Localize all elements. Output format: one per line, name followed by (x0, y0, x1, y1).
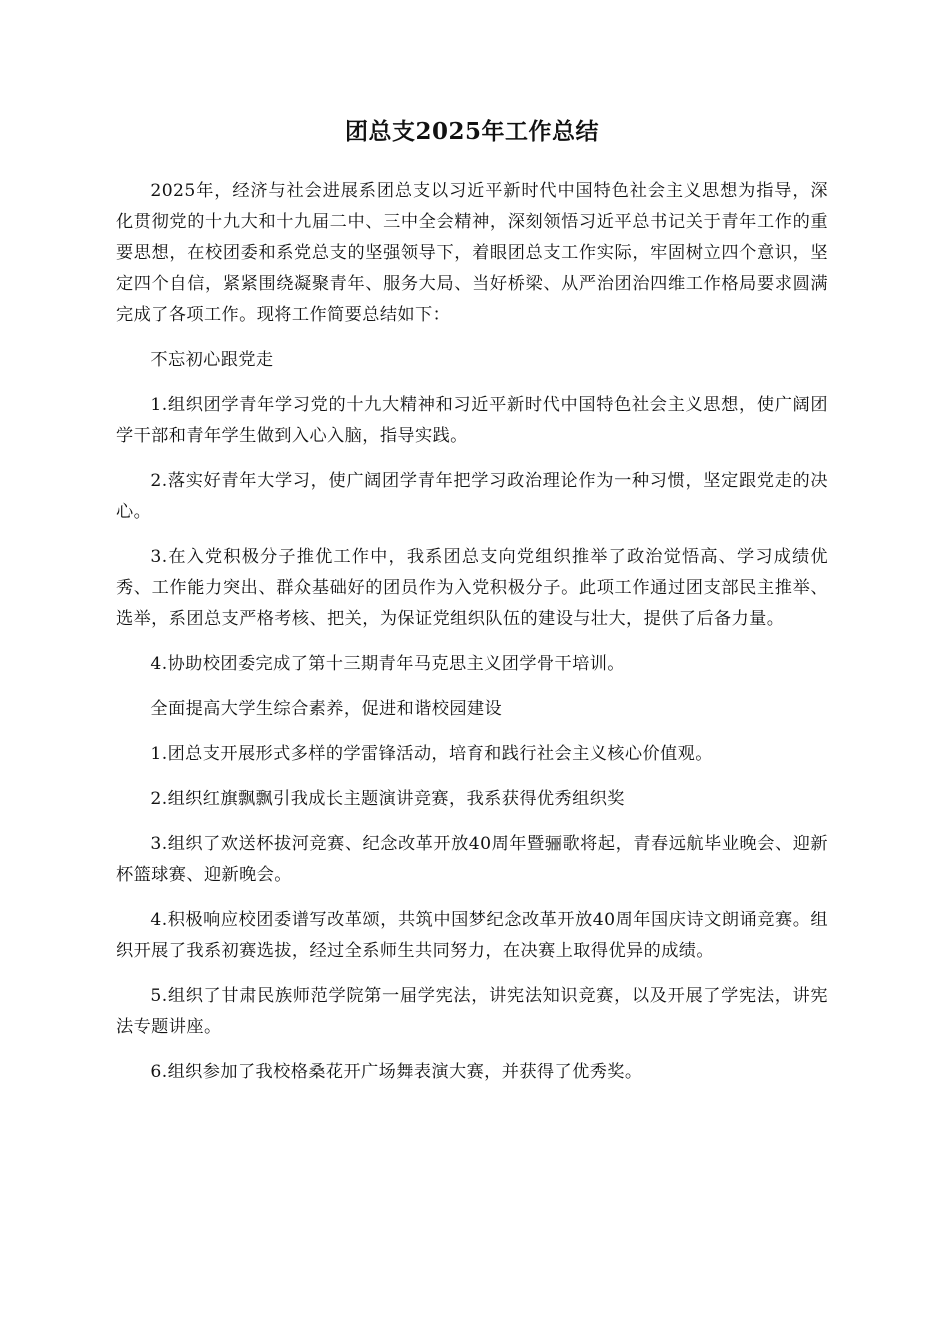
list-item: 1.组织团学青年学习党的十九大精神和习近平新时代中国特色社会主义思想，使广阔团学干部和青年学生做到入心入脑，指导实践。 (116, 395, 828, 446)
document-page (116, 112, 828, 1102)
list-item: 4.积极响应校团委谱写改革颂，共筑中国梦纪念改革开放40周年国庆诗文朗诵竞赛。组织开展了我系初赛选拔，经过全系师生共同努力，在决赛上取得优异的成绩。 (116, 910, 828, 961)
list-item: 1.团总支开展形式多样的学雷锋活动，培育和践行社会主义核心价值观。 (150, 744, 713, 764)
list-item: 2.组织红旗飘飘引我成长主题演讲竞赛，我系获得优秀组织奖 (150, 789, 625, 809)
list-item: 6.组织参加了我校格桑花开广场舞表演大赛，并获得了优秀奖。 (150, 1062, 643, 1082)
intro-paragraph: 2025年，经济与社会进展系团总支以习近平新时代中国特色社会主义思想为指导，深化贯彻党的十九大和十九届二中、三中全会精神，深刻领悟习近平总书记关于青年工作的重要思想，在校团委和系党总支的坚强领导下，着眼团总支工作实际，牢固树立四个意识，坚定四个自信，紧紧围绕凝聚青年、服务大局、当好桥梁、从严治团治四维工作格局要求圆满完成了各项工作。现将工作简要总结如下： (116, 181, 828, 325)
list-item: 5.组织了甘肃民族师范学院第一届学宪法，讲宪法知识竞赛，以及开展了学宪法，讲宪法专题讲座。 (116, 986, 828, 1037)
list-item: 3.在入党积极分子推优工作中，我系团总支向党组织推举了政治觉悟高、学习成绩优秀、工作能力突出、群众基础好的团员作为入党积极分子。此项工作通过团支部民主推举、选举，系团总支严格考核、把关，为保证党组织队伍的建设与壮大，提供了后备力量。 (116, 547, 828, 629)
document-title: 团总支2025年工作总结 (344, 118, 599, 145)
list-item: 2.落实好青年大学习，使广阔团学青年把学习政治理论作为一种习惯，坚定跟党走的决心。 (116, 471, 828, 522)
list-item: 3.组织了欢送杯拔河竞赛、纪念改革开放40周年暨骊歌将起，青春远航毕业晚会、迎新杯篮球赛、迎新晚会。 (116, 834, 828, 885)
list-item: 4.协助校团委完成了第十三期青年马克思主义团学骨干培训。 (150, 654, 625, 674)
section-heading: 不忘初心跟党走 (150, 350, 274, 370)
section-heading: 全面提高大学生综合素养，促进和谐校园建设 (150, 699, 503, 719)
